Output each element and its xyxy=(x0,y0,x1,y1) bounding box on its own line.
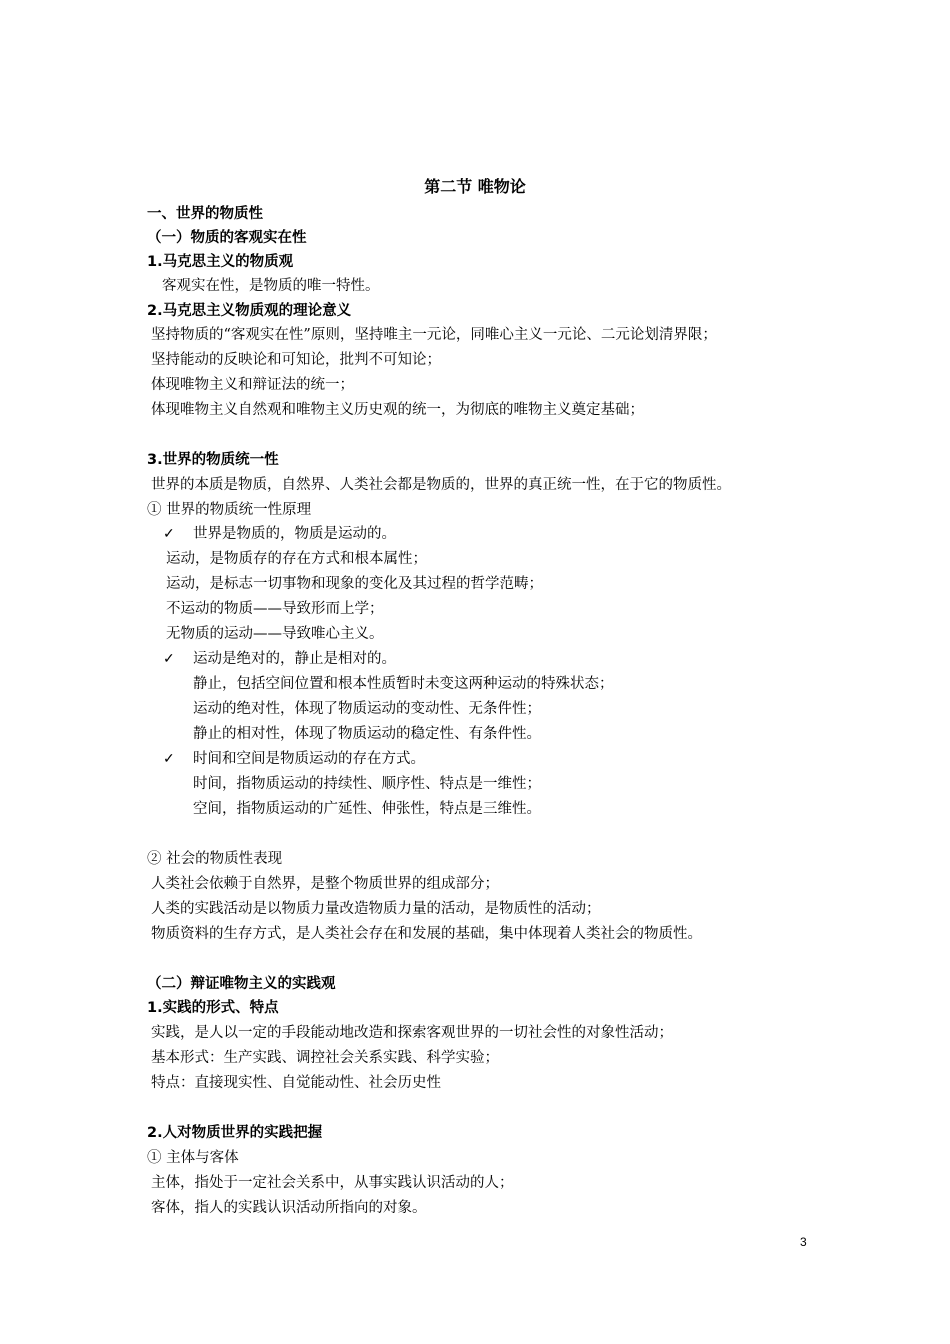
paragraph-line: 物质资料的生存方式，是人类社会存在和发展的基础，集中体现着人类社会的物质性。 xyxy=(151,926,702,942)
paragraph-line: 主体，指处于一定社会关系中，从事实践认识活动的人； xyxy=(151,1175,514,1191)
page-number: 3 xyxy=(800,1235,807,1249)
paragraph-line: 运动的绝对性，体现了物质运动的变动性、无条件性； xyxy=(193,701,541,717)
paragraph-line: 实践，是人以一定的手段能动地改造和探索客观世界的一切社会性的对象性活动； xyxy=(151,1025,673,1041)
check-mark-icon: ✓ xyxy=(163,751,175,767)
paragraph-line: 特点：直接现实性、自觉能动性、社会历史性 xyxy=(151,1075,441,1091)
paragraph-line: 时间，指物质运动的持续性、顺序性、特点是一维性； xyxy=(193,776,541,792)
heading-3: 3.世界的物质统一性 xyxy=(147,452,279,468)
paragraph-line: 人类社会依赖于自然界，是整个物质世界的组成部分； xyxy=(151,876,499,892)
paragraph-line: 体现唯物主义和辩证法的统一； xyxy=(151,377,354,393)
heading-3: 1.马克思主义的物质观 xyxy=(147,254,294,270)
paragraph-line: 无物质的运动——导致唯心主义。 xyxy=(166,626,384,642)
paragraph-line: 运动，是标志一切事物和现象的变化及其过程的哲学范畴； xyxy=(166,576,543,592)
paragraph-line: 不运动的物质——导致形而上学； xyxy=(166,601,384,617)
paragraph-line: 静止，包括空间位置和根本性质暂时未变这两种运动的特殊状态； xyxy=(193,676,614,692)
subheading-circled: ① 主体与客体 xyxy=(147,1150,239,1166)
subheading-circled: ② 社会的物质性表现 xyxy=(147,851,283,867)
heading-3: 2.马克思主义物质观的理论意义 xyxy=(147,303,352,319)
paragraph-line: 客观实在性，是物质的唯一特性。 xyxy=(162,278,380,294)
list-item: 运动是绝对的，静止是相对的。 xyxy=(193,651,396,667)
paragraph-line: 客体，指人的实践认识活动所指向的对象。 xyxy=(151,1200,427,1216)
list-item: 世界是物质的，物质是运动的。 xyxy=(193,526,396,542)
paragraph-line: 静止的相对性，体现了物质运动的稳定性、有条件性。 xyxy=(193,726,541,742)
section-title: 第二节 唯物论 xyxy=(424,177,526,196)
paragraph-line: 体现唯物主义自然观和唯物主义历史观的统一，为彻底的唯物主义奠定基础； xyxy=(151,402,644,418)
subheading-circled: ① 世界的物质统一性原理 xyxy=(147,502,312,518)
paragraph-line: 坚持物质的“客观实在性”原则，坚持唯主一元论，同唯心主义一元论、二元论划清界限； xyxy=(151,327,717,343)
paragraph-line: 空间，指物质运动的广延性、伸张性，特点是三维性。 xyxy=(193,801,541,817)
paragraph-line: 运动，是物质存的存在方式和根本属性； xyxy=(166,551,427,567)
check-mark-icon: ✓ xyxy=(163,651,175,667)
paragraph-line: 坚持能动的反映论和可知论，批判不可知论； xyxy=(151,352,441,368)
paragraph-line: 人类的实践活动是以物质力量改造物质力量的活动，是物质性的活动； xyxy=(151,901,601,917)
heading-3: 1.实践的形式、特点 xyxy=(147,1000,279,1016)
paragraph-line: 基本形式：生产实践、调控社会关系实践、科学实验； xyxy=(151,1050,499,1066)
heading-1: 一、世界的物质性 xyxy=(147,206,263,222)
check-mark-icon: ✓ xyxy=(163,526,175,542)
heading-3: 2.人对物质世界的实践把握 xyxy=(147,1125,323,1141)
list-item: 时间和空间是物质运动的存在方式。 xyxy=(193,751,425,767)
heading-2: （一）物质的客观实在性 xyxy=(147,230,307,246)
heading-2: （二）辩证唯物主义的实践观 xyxy=(147,976,336,992)
paragraph-line: 世界的本质是物质，自然界、人类社会都是物质的，世界的真正统一性，在于它的物质性。 xyxy=(151,477,731,493)
